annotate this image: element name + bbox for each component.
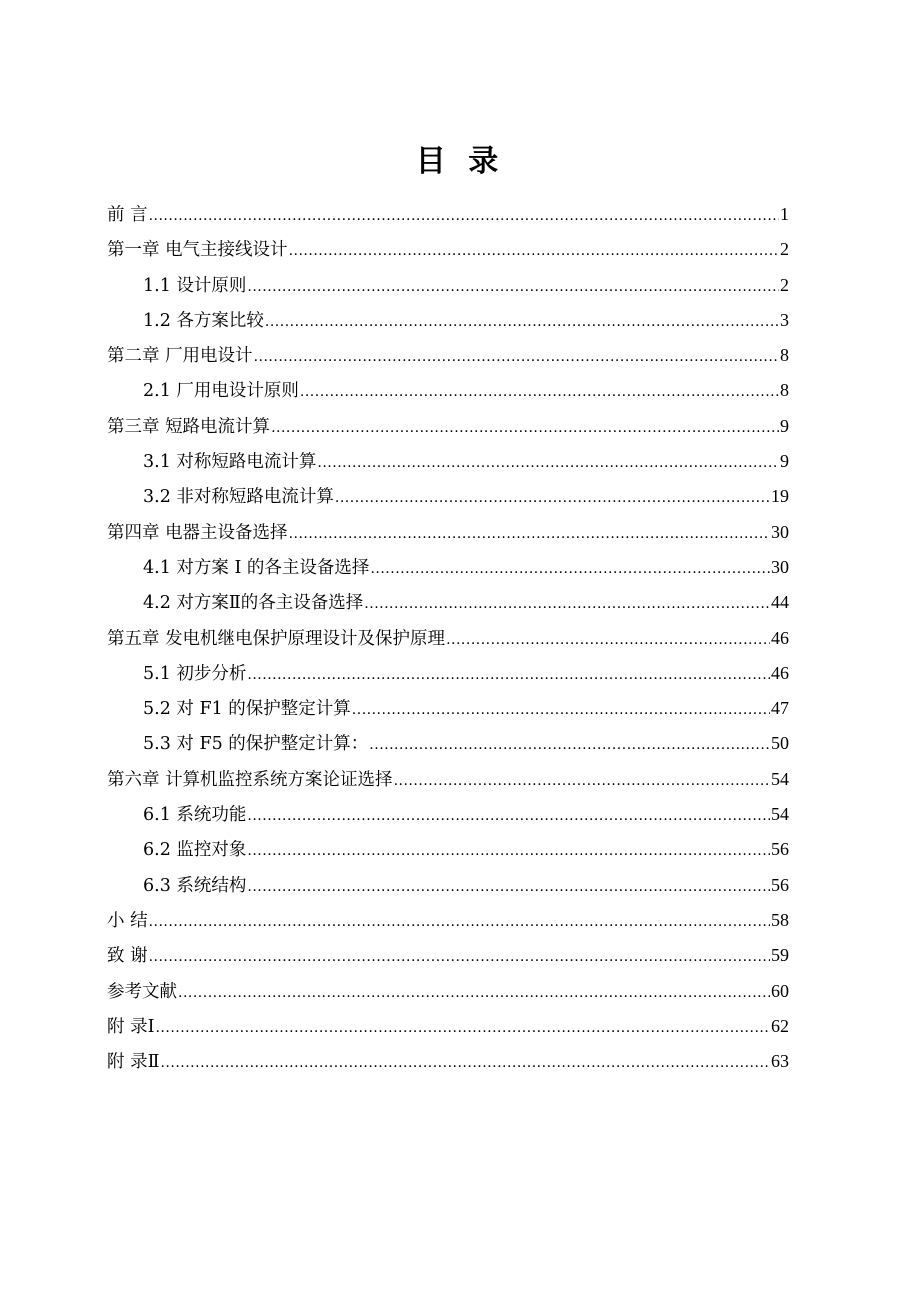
toc-entry-label: 第六章 计算机监控系统方案论证选择 (107, 769, 393, 790)
toc-entry-appendix-1[interactable] (107, 1009, 789, 1044)
table-of-contents (107, 197, 789, 1079)
toc-leader-dots (370, 552, 770, 587)
toc-entry-section-2-1[interactable] (107, 373, 789, 408)
toc-entry-section-3-2[interactable] (107, 479, 789, 514)
toc-leader-dots (178, 976, 770, 1011)
toc-leader-dots (352, 693, 770, 728)
toc-leader-dots (317, 446, 779, 481)
toc-entry-section-3-1[interactable] (107, 444, 789, 479)
toc-entry-label: 附 录Ⅱ (107, 1052, 160, 1073)
toc-entry-section-4-2[interactable] (107, 585, 789, 620)
toc-entry-page: 30 (771, 556, 789, 577)
toc-entry-preface[interactable] (107, 197, 789, 232)
toc-entry-section-6-3[interactable] (107, 868, 789, 903)
toc-leader-dots (335, 481, 770, 516)
toc-entry-label: 6.3 系统结构 (143, 875, 247, 896)
toc-entry-section-6-2[interactable] (107, 832, 789, 867)
toc-entry-label: 第三章 短路电流计算 (107, 416, 271, 437)
toc-entry-page: 2 (780, 274, 789, 295)
toc-entry-page: 56 (771, 839, 789, 860)
toc-entry-label: 3.2 非对称短路电流计算 (143, 487, 334, 508)
toc-entry-label: 参考文献 (107, 981, 177, 1002)
toc-entry-label: 第一章 电气主接线设计 (107, 240, 288, 261)
toc-entry-label: 附 录Ⅰ (107, 1016, 155, 1037)
toc-entry-section-6-1[interactable] (107, 797, 789, 832)
toc-entry-page: 62 (771, 1015, 789, 1036)
toc-leader-dots (254, 340, 779, 375)
toc-entry-appendix-2[interactable] (107, 1044, 789, 1079)
toc-leader-dots (149, 905, 770, 940)
toc-entry-label: 5.1 初步分析 (143, 663, 247, 684)
toc-entry-label: 小 结 (107, 910, 148, 931)
page-title: 目 录 (415, 144, 505, 179)
toc-entry-acknowledgements[interactable] (107, 938, 789, 973)
toc-entry-label: 3.1 对称短路电流计算 (143, 452, 317, 473)
toc-entry-chapter-3[interactable] (107, 409, 789, 444)
toc-entry-label: 5.3 对 F5 的保护整定计算： (143, 734, 369, 755)
toc-entry-section-1-1[interactable] (107, 268, 789, 303)
toc-leader-dots (247, 799, 770, 834)
toc-entry-label: 第四章 电器主设备选择 (107, 522, 288, 543)
toc-leader-dots (265, 305, 779, 340)
toc-entry-label: 1.1 设计原则 (143, 275, 247, 296)
toc-entry-page: 47 (771, 698, 789, 719)
toc-entry-page: 58 (771, 909, 789, 930)
toc-entry-chapter-6[interactable] (107, 762, 789, 797)
toc-leader-dots (247, 270, 779, 305)
toc-leader-dots (369, 728, 770, 763)
toc-entry-chapter-2[interactable] (107, 338, 789, 373)
toc-entry-page: 19 (771, 486, 789, 507)
toc-entry-section-5-2[interactable] (107, 691, 789, 726)
toc-entry-page: 3 (780, 309, 789, 330)
toc-leader-dots (289, 517, 770, 552)
toc-entry-chapter-4[interactable] (107, 515, 789, 550)
toc-leader-dots (364, 587, 770, 622)
toc-entry-chapter-5[interactable] (107, 621, 789, 656)
toc-entry-page: 9 (780, 451, 789, 472)
toc-entry-label: 4.1 对方案 I 的各主设备选择 (143, 557, 370, 578)
toc-entry-label: 6.2 监控对象 (143, 840, 247, 861)
toc-leader-dots (247, 658, 770, 693)
toc-leader-dots (160, 1046, 770, 1081)
toc-entry-page: 59 (771, 945, 789, 966)
toc-entry-page: 63 (771, 1051, 789, 1072)
toc-entry-page: 60 (771, 980, 789, 1001)
toc-leader-dots (271, 411, 779, 446)
toc-leader-dots (446, 623, 770, 658)
toc-entry-label: 1.2 各方案比较 (143, 310, 264, 331)
toc-entry-page: 8 (780, 380, 789, 401)
toc-entry-page: 9 (780, 415, 789, 436)
toc-entry-summary[interactable] (107, 903, 789, 938)
toc-entry-label: 6.1 系统功能 (143, 805, 247, 826)
toc-entry-label: 5.2 对 F1 的保护整定计算 (143, 699, 351, 720)
toc-entry-chapter-1[interactable] (107, 232, 789, 267)
toc-leader-dots (149, 199, 779, 234)
toc-leader-dots (247, 834, 770, 869)
toc-entry-page: 50 (771, 733, 789, 754)
toc-entry-page: 30 (771, 521, 789, 542)
toc-entry-label: 2.1 厂用电设计原则 (143, 381, 299, 402)
toc-entry-page: 44 (771, 592, 789, 613)
toc-entry-references[interactable] (107, 974, 789, 1009)
toc-leader-dots (394, 764, 770, 799)
toc-entry-label: 第五章 发电机继电保护原理设计及保护原理 (107, 628, 446, 649)
toc-entry-label: 4.2 对方案Ⅱ的各主设备选择 (143, 593, 364, 614)
toc-entry-section-4-1[interactable] (107, 550, 789, 585)
toc-entry-section-1-2[interactable] (107, 303, 789, 338)
toc-entry-label: 致 谢 (107, 946, 148, 967)
toc-entry-label: 前 言 (107, 205, 148, 225)
toc-entry-page: 46 (771, 662, 789, 683)
toc-entry-page: 8 (780, 345, 789, 366)
toc-leader-dots (149, 940, 770, 975)
toc-leader-dots (300, 375, 779, 410)
toc-entry-page: 54 (771, 804, 789, 825)
toc-entry-page: 46 (771, 627, 789, 648)
toc-entry-page: 56 (771, 874, 789, 895)
toc-entry-page: 1 (780, 204, 789, 224)
toc-entry-section-5-3[interactable] (107, 726, 789, 761)
toc-leader-dots (155, 1011, 770, 1046)
toc-entry-page: 54 (771, 768, 789, 789)
toc-entry-section-5-1[interactable] (107, 656, 789, 691)
toc-leader-dots (247, 870, 770, 905)
toc-entry-page: 2 (780, 239, 789, 260)
toc-entry-label: 第二章 厂用电设计 (107, 346, 253, 367)
toc-leader-dots (289, 234, 779, 269)
